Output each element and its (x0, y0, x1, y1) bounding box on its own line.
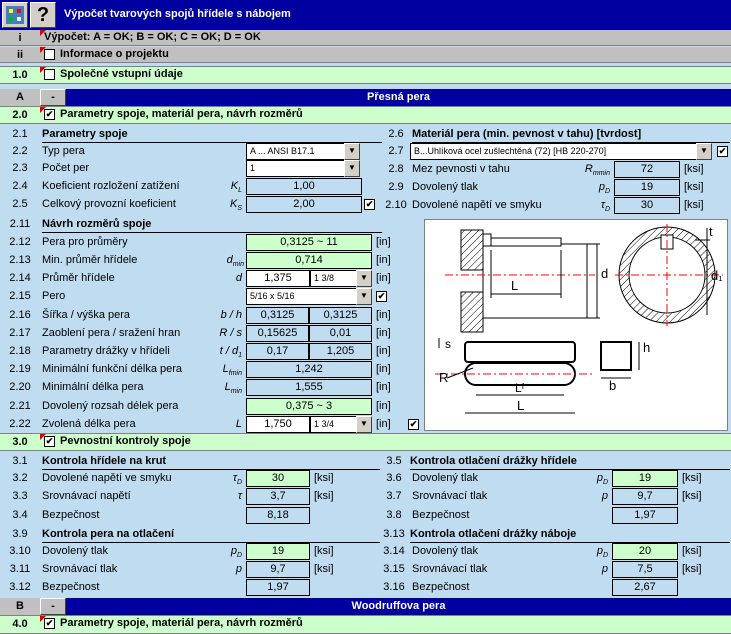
row-number: 2.11 (9, 218, 31, 230)
calc-status: Výpočet: A = OK; B = OK; C = OK; D = OK (44, 31, 261, 43)
section-a-tag: A (0, 89, 40, 106)
symbol: $\tau_D$ (232, 472, 242, 487)
groove-diameter-value: 1,205 (309, 343, 372, 360)
strength-checks-row[interactable] (0, 433, 731, 451)
symbol: R / s (219, 327, 242, 339)
unit: [ksi] (684, 199, 704, 211)
label-allowable-pressure: Dovolený tlak (412, 472, 479, 484)
chevron-down-icon[interactable]: ▼ (696, 143, 712, 160)
row-number: 3.16 (383, 581, 405, 593)
unit: [in] (376, 381, 391, 393)
row-number: 3.5 (386, 455, 402, 467)
symbol: $K_S$ (229, 198, 242, 213)
section-b-tag: B (0, 598, 40, 615)
service-factor-input[interactable]: 2,00 (246, 196, 362, 213)
unit: [in] (376, 309, 391, 321)
shaft-groove-safety: 1,97 (612, 507, 678, 524)
key-radius-value: 0,15625 (246, 325, 309, 342)
symbol: $L_{fmin}$ (222, 363, 242, 378)
chosen-length-checkbox[interactable]: ✔ (409, 419, 418, 429)
row-number: 2.6 (388, 128, 404, 140)
label-s: s (445, 337, 451, 351)
section-b-collapse-button[interactable]: - (40, 598, 66, 615)
unit: [in] (376, 272, 391, 284)
label-b: b (609, 378, 617, 393)
row-number: 2.13 (9, 254, 31, 266)
min-key-length: 1,555 (246, 379, 372, 396)
row-number: 2.8 (388, 163, 404, 175)
symbol: τ (237, 490, 242, 502)
row-number: 2.20 (9, 381, 31, 393)
tensile-strength-value: 72 (614, 161, 680, 178)
row-number: 2.18 (9, 345, 31, 357)
section-a-collapse-button[interactable]: - (40, 89, 66, 106)
label-allowable-shear: Dovolené napětí ve smyku (42, 472, 172, 484)
row-number: 3.8 (386, 509, 402, 521)
key-size-checkbox[interactable]: ✔ (377, 291, 386, 301)
section-b-title: Woodruffova pera (66, 598, 731, 615)
key-height-value: 0,3125 (309, 307, 372, 324)
label-chosen-length: Zvolená délka pera (42, 418, 136, 430)
row-number: 3.13 (383, 528, 405, 540)
allowable-shear-value: 30 (614, 197, 680, 214)
label-Lf: Lᶠ (515, 381, 525, 395)
unit: [in] (376, 418, 391, 430)
shaft-diameter-select[interactable]: 1 3/8 (310, 270, 358, 287)
label-key: Pero (42, 290, 66, 302)
row-number: 2.21 (9, 400, 31, 412)
key-material-select[interactable]: B...Uhlíková ocel zušlechtěná (72) [HB 220-270] (410, 143, 698, 160)
woodruff-params-row[interactable] (0, 615, 731, 634)
symbol: L (235, 418, 242, 430)
title-bar (0, 0, 731, 30)
hub-groove-allowable-pressure: 20 (612, 543, 678, 560)
label-min-key-length: Minimální délka pera (42, 381, 144, 393)
label-key-diameter-range: Pera pro průměry (42, 236, 128, 248)
label-h: h (643, 340, 651, 355)
symbol: $p_D$ (598, 181, 610, 196)
label-key-width-height: Šířka / výška pera (42, 309, 131, 321)
key-width-value: 0,3125 (246, 307, 309, 324)
unit: [ksi] (314, 563, 334, 575)
row-number: ii (16, 49, 24, 61)
row-number: 2.12 (9, 236, 31, 248)
label-min-functional-length: Minimální funkční délka pera (42, 363, 183, 375)
label-d1: d₁ (711, 268, 723, 283)
min-shaft-diameter: 0,714 (246, 252, 372, 269)
label-load-factor: Koeficient rozložení zatížení (42, 180, 180, 192)
label-safety: Bezpečnost (42, 581, 100, 593)
symbol: $p_D$ (230, 545, 242, 560)
row-number: 1.0 (12, 69, 28, 81)
symbol: $d_{min}$ (226, 254, 244, 269)
key-joint-diagram (424, 219, 728, 431)
row-number: 3.11 (9, 563, 31, 575)
unit: [ksi] (682, 472, 702, 484)
chevron-down-icon[interactable]: ▼ (356, 416, 372, 433)
label-d: d (601, 266, 609, 281)
unit: [in] (376, 236, 391, 248)
label-shaft-diameter: Průměr hřídele (42, 272, 115, 284)
common-inputs-checkbox[interactable] (44, 69, 55, 80)
key-safety: 1,97 (246, 579, 310, 596)
row-number: 2.16 (9, 309, 31, 321)
row-number: 3.12 (9, 581, 31, 593)
row-number: 2.15 (9, 290, 31, 302)
length-range: 0,375 ~ 3 (246, 398, 372, 415)
material-checkbox[interactable]: ✔ (718, 146, 727, 156)
row-number: 2.14 (9, 272, 31, 284)
app-title: Výpočet tvarových spojů hřídele s nábojem (64, 8, 291, 20)
hub-groove-equivalent-pressure: 7,5 (612, 561, 678, 578)
label-safety: Bezpečnost (42, 509, 100, 521)
params-checkbox[interactable]: ✔ (45, 109, 54, 119)
label-t: t (709, 224, 713, 239)
heading-key-material: Materiál pera (min. pevnost v tahu) [tvrdost] (412, 126, 730, 143)
row-number: 2.9 (388, 181, 404, 193)
heading-joint-params: Parametry spoje (42, 126, 382, 143)
chevron-down-icon[interactable]: ▼ (344, 160, 360, 177)
common-inputs-label: Společné vstupní údaje (60, 68, 183, 80)
symbol: $p_D$ (596, 545, 608, 560)
unit: [in] (376, 363, 391, 375)
project-info-checkbox[interactable] (44, 49, 55, 60)
chosen-length-input[interactable]: 1,750 (246, 416, 310, 433)
symbol: b / h (220, 309, 242, 321)
row-number: 2.4 (12, 180, 28, 192)
symbol: d (235, 272, 242, 284)
label-allowable-pressure: Dovolený tlak (412, 545, 479, 557)
label-key-radius-chamfer: Zaoblení pera / sražení hran (42, 327, 181, 339)
params-row[interactable] (0, 106, 731, 124)
label-allowable-pressure: Dovolený tlak (42, 545, 109, 557)
row-number: i (18, 32, 22, 44)
calculator-icon[interactable] (2, 2, 28, 28)
common-inputs-row[interactable] (0, 66, 731, 84)
key-type-select[interactable]: A ... ANSI B17.1 (246, 143, 346, 160)
load-factor-input[interactable]: 1,00 (246, 178, 362, 195)
symbol: p (601, 490, 608, 502)
unit: [in] (376, 400, 391, 412)
unit: [ksi] (314, 545, 334, 557)
project-info-label: Informace o projektu (60, 48, 169, 60)
symbol: p (601, 563, 608, 575)
row-number: 3.7 (386, 490, 402, 502)
row-number: 3.4 (12, 509, 28, 521)
label-key-count: Počet per (42, 162, 90, 174)
heading-shaft-torsion: Kontrola hřídele na krut (42, 453, 380, 470)
symbol: $L_{min}$ (224, 381, 242, 396)
label-key-type: Typ pera (42, 145, 85, 157)
label-L: L (511, 278, 519, 293)
unit: [ksi] (314, 472, 334, 484)
label-length-range: Dovolený rozsah délek pera (42, 400, 179, 412)
row-number: 3.6 (386, 472, 402, 484)
shaft-groove-equivalent-pressure: 9,7 (612, 488, 678, 505)
allowable-pressure-value: 19 (614, 179, 680, 196)
chevron-down-icon[interactable]: ▼ (356, 270, 372, 287)
unit: [in] (376, 254, 391, 266)
symbol: p (235, 563, 242, 575)
unit: [ksi] (684, 181, 704, 193)
row-number: 2.22 (9, 418, 31, 430)
label-equivalent-pressure: Srovnávací tlak (412, 563, 488, 575)
key-chamfer-value: 0,01 (309, 325, 372, 342)
row-number: 2.7 (388, 145, 404, 157)
row-number: 2.1 (12, 128, 28, 140)
help-icon[interactable]: ? (30, 2, 56, 28)
shaft-equivalent-stress: 3,7 (246, 488, 310, 505)
row-number: 2.10 (385, 199, 407, 211)
row-number: 3.15 (383, 563, 405, 575)
label-min-shaft-diameter: Min. průměr hřídele (42, 254, 138, 266)
shaft-allowable-shear: 30 (246, 470, 310, 487)
heading-shaft-groove-pressure: Kontrola otlačení drážky hřídele (410, 453, 730, 470)
chevron-down-icon[interactable]: ▼ (356, 288, 372, 305)
label-safety: Bezpečnost (412, 581, 470, 593)
service-factor-checkbox[interactable]: ✔ (365, 199, 374, 209)
label-equivalent-pressure: Srovnávací tlak (412, 490, 488, 502)
groove-depth-value: 0,17 (246, 343, 309, 360)
row-number: 2.17 (9, 327, 31, 339)
label-tensile-strength: Mez pevnosti v tahu (412, 163, 510, 175)
chosen-length-select[interactable]: 1 3/4 (310, 416, 358, 433)
row-number: 2.3 (12, 162, 28, 174)
params-label: Parametry spoje, materiál pera, návrh rozměrů (60, 108, 303, 120)
unit: [ksi] (682, 490, 702, 502)
shaft-diameter-input[interactable]: 1,375 (246, 270, 310, 287)
symbol: $R_{mmin}$ (584, 163, 610, 178)
row-number: 2.5 (12, 198, 28, 210)
key-size-select[interactable]: 5/16 x 5/16 (246, 288, 358, 305)
woodruff-params-checkbox[interactable]: ✔ (45, 618, 54, 628)
symbol: $K_L$ (230, 180, 242, 195)
symbol: $p_D$ (596, 472, 608, 487)
heading-hub-groove-pressure: Kontrola otlačení drážky náboje (410, 526, 730, 543)
symbol: t / $d_1$ (219, 345, 242, 360)
hub-groove-safety: 2,67 (612, 579, 678, 596)
unit: [ksi] (682, 563, 702, 575)
row-number: 4.0 (12, 618, 28, 630)
label-equivalent-stress: Srovnávací napětí (42, 490, 131, 502)
row-number: 3.1 (12, 455, 28, 467)
key-allowable-pressure: 19 (246, 543, 310, 560)
row-number: 3.0 (12, 436, 28, 448)
label-L2: L (517, 398, 525, 413)
unit: [ksi] (314, 490, 334, 502)
label-service-factor: Celkový provozní koeficient (42, 198, 176, 210)
row-number: 3.10 (9, 545, 31, 557)
key-count-select[interactable]: 1 (246, 160, 346, 177)
label-allowable-shear: Dovolené napětí ve smyku (412, 199, 542, 211)
chevron-down-icon[interactable]: ▼ (344, 143, 360, 160)
row-number: 3.2 (12, 472, 28, 484)
shaft-safety: 8,18 (246, 507, 310, 524)
row-number: 3.14 (383, 545, 405, 557)
section-a-title: Přesná pera (66, 89, 731, 106)
unit: [ksi] (682, 545, 702, 557)
unit: [ksi] (684, 163, 704, 175)
woodruff-params-label: Parametry spoje, materiál pera, návrh rozměrů (60, 617, 303, 629)
row-number: 2.2 (12, 145, 28, 157)
key-equivalent-pressure: 9,7 (246, 561, 310, 578)
symbol: $\tau_D$ (600, 199, 610, 214)
strength-checks-checkbox[interactable]: ✔ (45, 436, 54, 446)
key-diameter-range: 0,3125 ~ 11 (246, 234, 372, 251)
heading-dimension-design: Návrh rozměrů spoje (42, 216, 382, 233)
calc-status-row (0, 30, 731, 46)
row-number: 2.19 (9, 363, 31, 375)
unit: [in] (376, 345, 391, 357)
row-number: 3.9 (12, 528, 28, 540)
label-allowable-pressure: Dovolený tlak (412, 181, 479, 193)
unit: [in] (376, 327, 391, 339)
min-functional-length: 1,242 (246, 361, 372, 378)
project-info-row[interactable] (0, 47, 731, 63)
label-R: R (439, 370, 449, 385)
strength-checks-label: Pevnostní kontroly spoje (60, 435, 191, 447)
label-equivalent-pressure: Srovnávací tlak (42, 563, 118, 575)
shaft-groove-allowable-pressure: 19 (612, 470, 678, 487)
label-safety: Bezpečnost (412, 509, 470, 521)
heading-key-pressure: Kontrola pera na otlačení (42, 526, 380, 543)
row-number: 3.3 (12, 490, 28, 502)
row-number: 2.0 (12, 109, 28, 121)
label-shaft-groove-params: Parametry drážky v hřídeli (42, 345, 170, 357)
